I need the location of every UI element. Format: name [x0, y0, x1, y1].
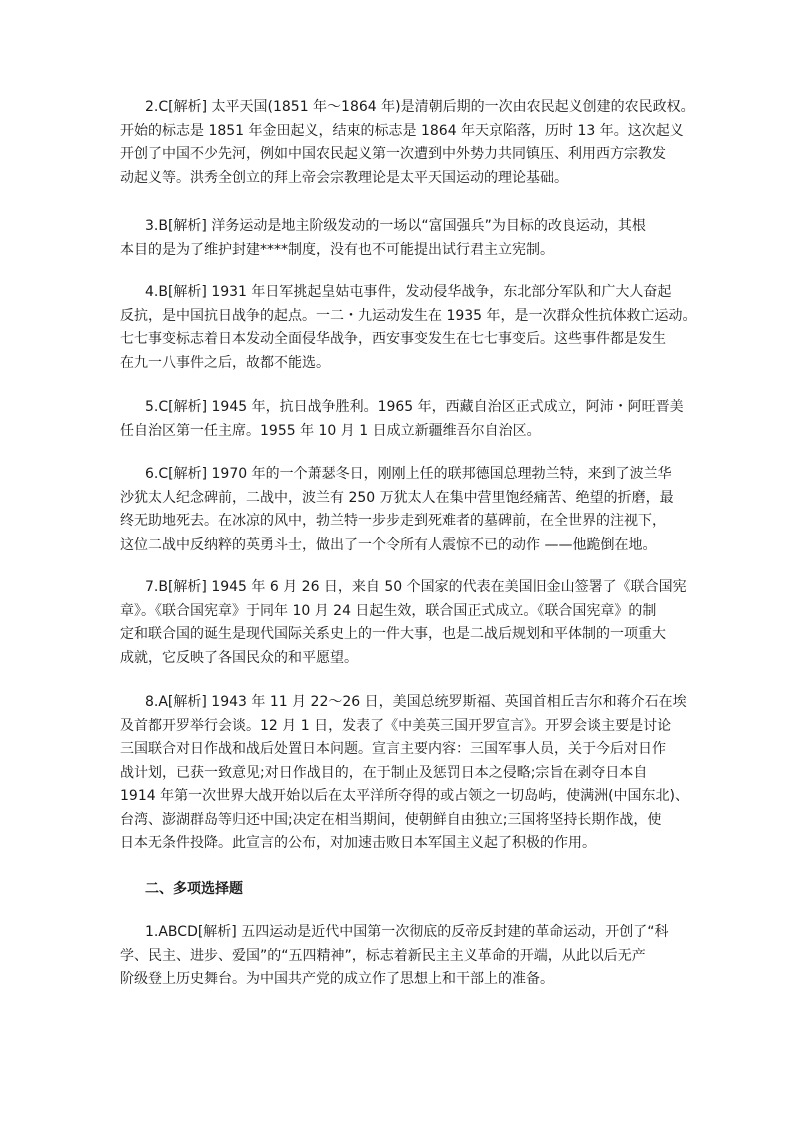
answer-paragraph-3 [120, 215, 720, 262]
text-line: 章》。《联合国宪章》于同年 10 月 24 日起生效，联合国正式成立。《联合国宪章》的制 [120, 602, 657, 619]
text-line: 战计划，已获一致意见;对日作战目的，在于制止及惩罚日本之侵略;宗旨在剥夺日本自 [120, 764, 648, 781]
answer-paragraph-6 [120, 463, 720, 557]
text-line: 8.A[解析] 1943 年 11 月 22～26 日，美国总统罗斯福、英国首相丘吉尔和蒋介石在埃 [145, 694, 687, 710]
text-line: 三国联合对日作战和战后处置日本问题。宣言主要内容：三国军事人员，关于今后对日作 [120, 741, 666, 757]
text-line: 阶级登上历史舞台。为中国共产党的成立作了思想上和干部上的准备。 [120, 971, 554, 987]
text-line: 反抗，是中国抗日战争的起点。一二・九运动发生在 1935 年，是一次群众性抗体救亡运动。 [120, 307, 697, 324]
text-line: 本目的是为了维护封建****制度，没有也不可能提出试行君主立宪制。 [120, 241, 554, 258]
text-line: 3.B[解析] 洋务运动是地主阶级发动的一场以“富国强兵”为目标的改良运动，其根 [145, 218, 646, 234]
multi-answer-paragraph-1 [120, 921, 720, 992]
text-line: 学、民主、进步、爱国”的“五四精神”，标志着新民主主义革命的开端，从此以后无产 [120, 947, 646, 964]
answer-paragraph-4 [120, 281, 720, 375]
answer-paragraph-7 [120, 576, 720, 670]
section-heading [120, 878, 720, 902]
text-line: 终无助地死去。在冰凉的风中，勃兰特一步步走到死难者的墓碑前，在全世界的注视下， [120, 513, 666, 529]
text-line: 任自治区第一任主席。1955 年 10 月 1 日成立新疆维吾尔自治区。 [120, 422, 541, 439]
answer-paragraph-2 [120, 96, 720, 190]
text-line: 1914 年第一次世界大战开始以后在太平洋所夺得的或占领之一切岛屿，使满洲(中国东北)、 [120, 788, 690, 804]
text-line: 7.B[解析] 1945 年 6 月 26 日，来自 50 个国家的代表在美国旧金山签署了《联合国宪 [145, 579, 687, 595]
text-line: 七七事变标志着日本发动全面侵华战争，西安事变发生在七七事变后。这些事件都是发生 [120, 331, 666, 347]
text-line: 在九一八事件之后，故都不能选。 [120, 354, 330, 371]
text-line: 成就，它反映了各国民众的和平愿望。 [120, 649, 358, 666]
text-line: 4.B[解析] 1931 年日军挑起皇姑屯事件，发动侵华战争，东北部分军队和广大人奋起 [145, 284, 672, 300]
answer-paragraph-8 [120, 691, 720, 856]
text-line: 沙犹太人纪念碑前，二战中，波兰有 250 万犹太人在集中营里饱经痛苦、绝望的折磨，最 [120, 489, 674, 506]
text-line: 1.ABCD[解析] 五四运动是近代中国第一次彻底的反帝反封建的革命运动，开创了“科 [145, 924, 669, 940]
text-line: 动起义等。洪秀全创立的拜上帝会宗教理论是太平天国运动的理论基础。 [120, 169, 568, 186]
section-title: 二、多项选择题 [145, 881, 243, 897]
text-line: 开创了中国不少先河，例如中国农民起义第一次遭到中外势力共同镇压、利用西方宗教发 [120, 146, 666, 162]
text-line: 6.C[解析] 1970 年的一个萧瑟冬日，刚刚上任的联邦德国总理勃兰特，来到了波兰华 [145, 466, 672, 482]
answer-paragraph-5 [120, 396, 720, 443]
text-line: 5.C[解析] 1945 年，抗日战争胜利。1965 年，西藏自治区正式成立，阿沛・阿旺晋美 [145, 399, 684, 415]
text-line: 定和联合国的诞生是现代国际关系史上的一件大事，也是二战后规划和平体制的一项重大 [120, 626, 666, 642]
text-line: 2.C[解析] 太平天国(1851 年～1864 年)是清朝后期的一次由农民起义创建的农民政权。 [145, 99, 695, 115]
text-line: 台湾、澎湖群岛等归还中国;决定在相当期间，使朝鲜自由独立;三国将坚持长期作战，使 [120, 811, 662, 828]
text-line: 开始的标志是 1851 年金田起义，结束的标志是 1864 年天京陷落，历时 13 年。这次起义 [120, 122, 684, 139]
text-line: 日本无条件投降。此宣言的公布，对加速击败日本军国主义起了积极的作用。 [120, 835, 596, 851]
text-line: 及首都开罗举行会谈。12 月 1 日，发表了《中美英三国开罗宣言》。开罗会谈主要是讨论 [120, 717, 672, 734]
text-line: 这位二战中反纳粹的英勇斗士，做出了一个令所有人震惊不已的动作 ——他跪倒在地。 [120, 536, 657, 553]
